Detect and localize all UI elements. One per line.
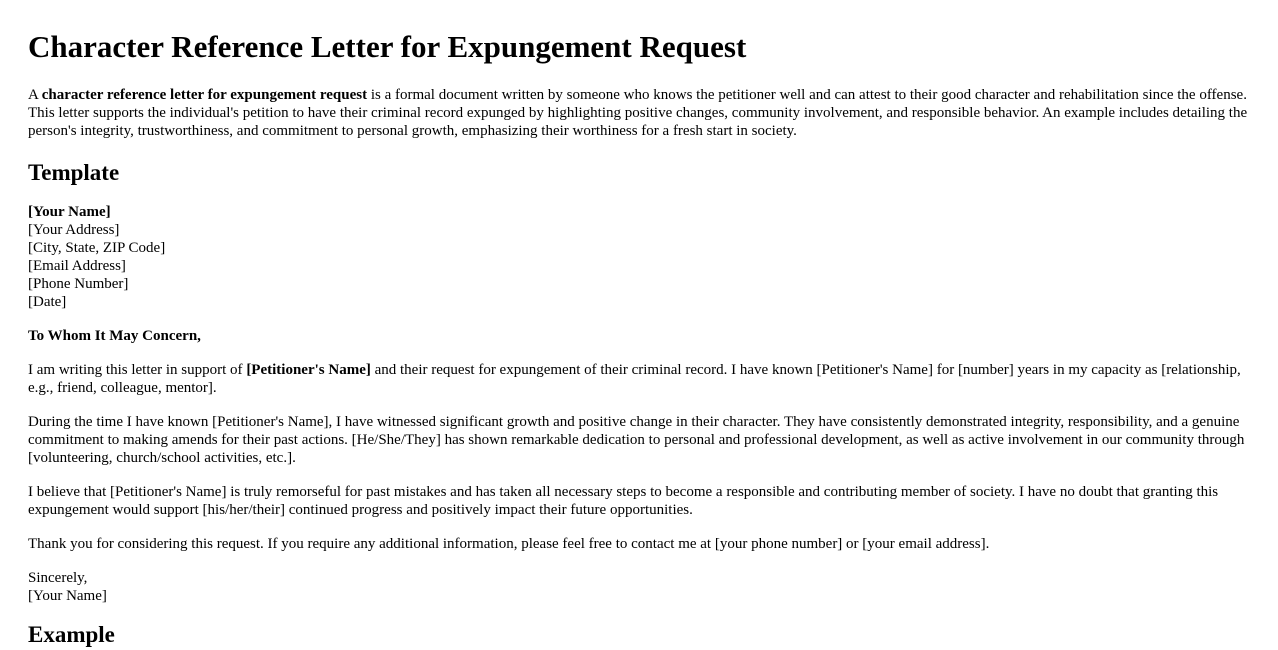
para1-lead: I am writing this letter in support of [28,362,247,378]
closing-block [28,569,1250,605]
letter-paragraph-3: I believe that [Petitioner's Name] is truly remorseful for past mistakes and has taken all necessary steps to become a responsible and contributing member of society. I have no doubt that granting this expungement would support [his/her/their] continued progress and positively impact their future opportunities. [28,484,1219,518]
sender-email: [Email Address] [28,258,126,274]
sender-address-block [28,203,1250,311]
letter-paragraph-2: During the time I have known [Petitioner's Name], I have witnessed significant growth and positive change in their character. They have consistently demonstrated integrity, responsibility, and a genuine commitment to making amends for their past actions. [He/She/They] has shown remarkable dedication to personal and professional development, as well as active involvement in our community through [volunteering, church/school activities, etc.]. [28,414,1245,466]
intro-rest: is a formal document written by someone who knows the petitioner well and can attest to their good character and rehabilitation since the offense. This letter supports the individual's petition to have their criminal record expunged by highlighting positive changes, community involvement, and responsible behavior. An example includes detailing the person's integrity, trustworthiness, and commitment to personal growth, emphasizing their worthiness for a fresh start in society. [28,87,1248,139]
para1-petitioner-name: [Petitioner's Name] [246,362,371,378]
intro-lead: A [28,87,42,103]
sign-off: Sincerely, [28,570,88,586]
salutation: To Whom It May Concern, [28,328,201,344]
page-title: Character Reference Letter for Expungement Request [28,29,747,64]
sender-phone: [Phone Number] [28,276,129,292]
example-heading: Example [28,622,115,647]
letter-paragraph-4: Thank you for considering this request. If you require any additional information, please feel free to contact me at [your phone number] or [your email address]. [28,536,990,552]
sender-city: [City, State, ZIP Code] [28,240,166,256]
intro-paragraph [28,86,1250,140]
intro-bold-term: character reference letter for expungement request [41,87,368,103]
letter-paragraph-1 [28,361,1250,397]
template-heading: Template [28,160,120,185]
letter-date: [Date] [28,294,67,310]
closing-name: [Your Name] [28,588,107,604]
sender-street: [Your Address] [28,222,120,238]
para1-rest: and their request for expungement of their criminal record. I have known [Petitioner's Name] for [number] years in my capacity as [relationship, e.g., friend, colleague, mentor]. [28,362,1241,396]
sender-name: [Your Name] [28,204,111,220]
